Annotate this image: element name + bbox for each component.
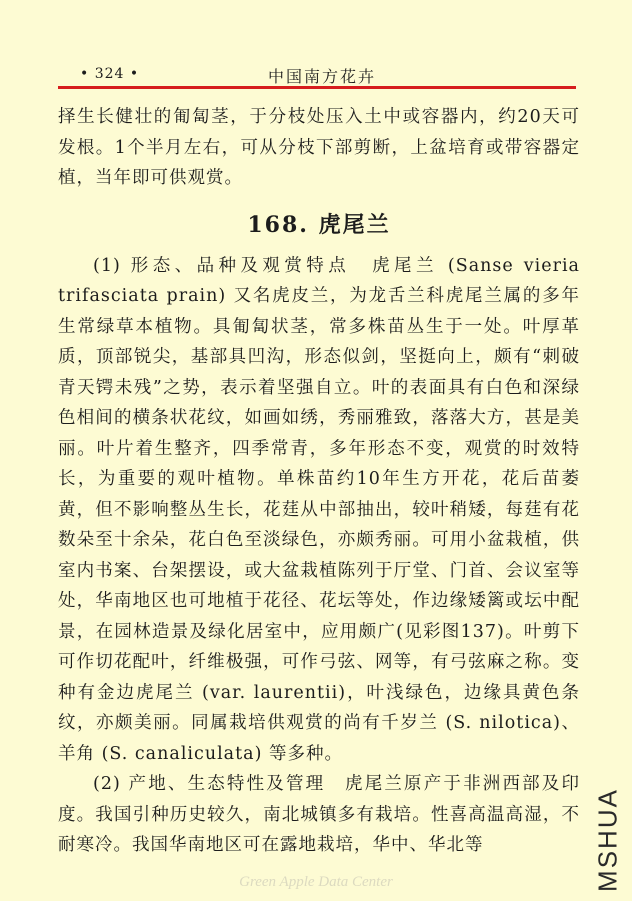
paragraph-origin: (2) 产地、生态特性及管理 虎尾兰原产于非洲西部及印度。我国引种历史较久，南北城镇多有栽培。性喜高温高湿，不耐寒冷。我国华南地区可在露地栽培，华中、华北等 (58, 774, 580, 855)
side-watermark-text: MSHUA (592, 788, 623, 892)
book-title: 中国南方花卉 (268, 67, 377, 86)
paragraph-morphology: (1) 形态、品种及观赏特点 虎尾兰 (Sanse vieria trifasciata prain) 又名虎皮兰，为龙舌兰科虎尾兰属的多年生常绿草本植物。具匍匐状茎，常多株苗丛生于一处。叶厚革质，顶部锐尖，基部具凹沟，形态似剑，坚挺向上，颇有“刺破青天锷未残”之势，表示着坚强自立。叶的表面具有白色和深绿色相间的横条状花纹，如画如绣，秀丽雅致，落落大方，甚是美丽。叶片着生整齐，四季常青，多年形态不变，观赏的时效特长，为重要的观叶植物。单株苗约10年生方开花，花后苗萎黄，但不影响整丛生长，花莛从中部抽出，较叶稍矮，每莛有花数朵至十余朵，花白色至淡绿色，亦颇秀丽。可用小盆栽植，供室内书案、台架摆设，或大盆栽植陈列于厅堂、门首、会议室等处，华南地区也可地植于花径、花坛等处，作边缘矮篱或坛中配景，在园林造景及绿化居室中，应用颇广(见彩图137)。叶剪下可作切花配叶，纤维极强，可作弓弦、网等，有弓弦麻之称。变种有金边虎尾兰 (var. laurentii)，叶浅绿色，边缘具黄色条纹，亦颇美丽。同属栽培供观赏的尚有千岁兰 (S. nilotica)、羊角 (S. canaliculata) 等多种。 (58, 255, 580, 764)
section-title: 168. 虎尾兰 (247, 211, 391, 238)
header-rule (58, 86, 576, 89)
continued-paragraph: 择生长健壮的匍匐茎，于分枝处压入土中或容器内，约20天可发根。1个半月左右，可从分枝下部剪断，上盆培育或带容器定植，当年即可供观赏。 (58, 107, 580, 188)
bottom-watermark: Green Apple Data Center (239, 874, 393, 890)
page-number: • 324 • (80, 66, 140, 82)
page-body (58, 102, 580, 861)
running-header (0, 56, 632, 86)
